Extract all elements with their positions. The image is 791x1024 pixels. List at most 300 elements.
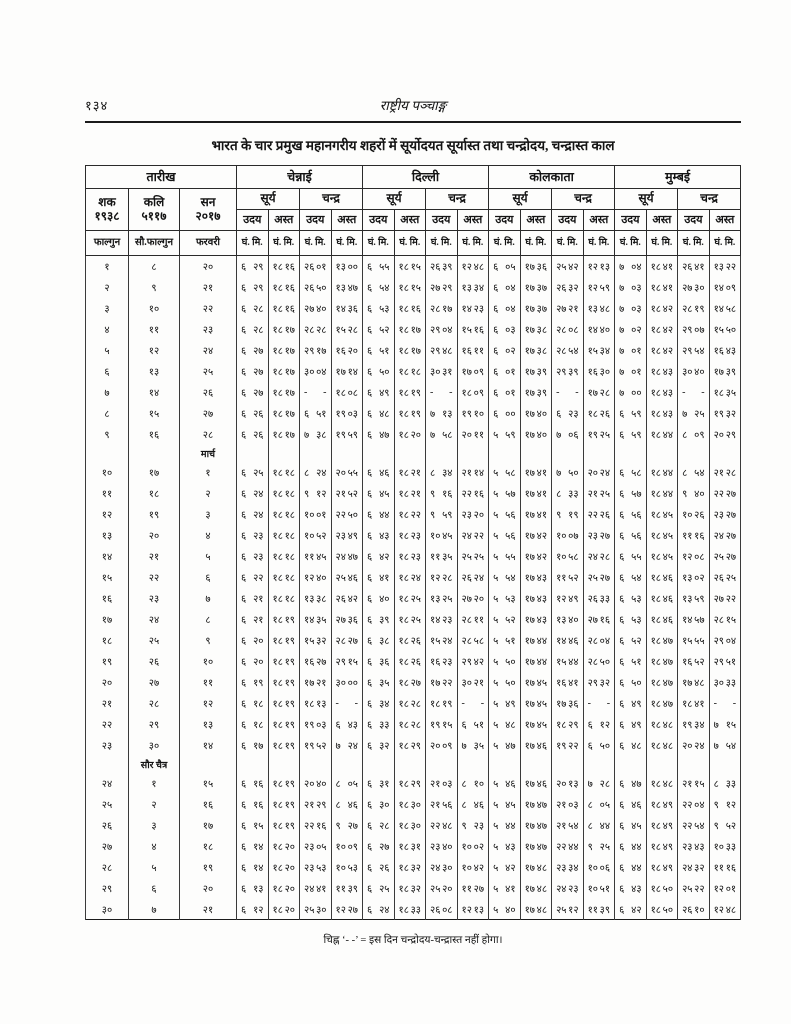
time-cell: २१ २८ xyxy=(709,462,741,483)
time-cell: २६ ३२ xyxy=(552,277,584,298)
time-cell: १६ २७ xyxy=(300,651,332,672)
date-cell: २४ xyxy=(86,773,129,794)
header-moon-group: चन्द्र xyxy=(300,189,363,210)
time-cell: १८ ०९ xyxy=(457,382,489,403)
time-cell: १० ४२ xyxy=(457,857,489,878)
header-rise: उदय xyxy=(237,210,269,231)
time-cell: १७ ४८ xyxy=(520,899,552,920)
time-cell: ६ ४१ xyxy=(363,567,395,588)
time-cell: ३० ०० xyxy=(331,672,363,693)
date-cell: १४ xyxy=(86,546,129,567)
time-cell: १८ ०८ xyxy=(331,382,363,403)
time-cell: ५ ४३ xyxy=(489,836,521,857)
date-cell: २१ xyxy=(86,693,129,714)
time-cell: २१ ५४ xyxy=(552,815,584,836)
time-cell: १९ ३४ xyxy=(678,714,710,735)
time-cell: १८ १७ xyxy=(268,382,300,403)
time-cell: १८ २९ xyxy=(552,714,584,735)
date-cell: १० xyxy=(180,651,237,672)
time-cell: २९ ०४ xyxy=(426,319,458,340)
header-unit: घं. मि. xyxy=(268,231,300,256)
date-cell: ३ xyxy=(86,298,129,319)
header-unit: घं. मि. xyxy=(520,231,552,256)
date-cell: १८ xyxy=(129,483,180,504)
time-cell: १६ ५२ xyxy=(678,651,710,672)
time-cell: ५ ५२ xyxy=(489,609,521,630)
time-cell: ६ २७ xyxy=(237,361,269,382)
empty-cell xyxy=(237,445,269,462)
time-cell: २६ २५ xyxy=(709,567,741,588)
date-cell: १६ xyxy=(129,424,180,445)
date-cell: १७ xyxy=(86,609,129,630)
time-cell: ६ ४६ xyxy=(363,462,395,483)
date-cell: २५ xyxy=(129,630,180,651)
time-cell: ६ ५६ xyxy=(615,504,647,525)
time-cell: १३ ३८ xyxy=(300,588,332,609)
time-cell: १८ ४७ xyxy=(646,630,678,651)
time-cell: १८ १९ xyxy=(268,672,300,693)
time-cell: २२ ५० xyxy=(331,504,363,525)
time-cell: ११ ५२ xyxy=(552,567,584,588)
empty-cell xyxy=(520,445,552,462)
header-city-chennai: चेन्नाई xyxy=(237,166,363,189)
header-month-february: फरवरी xyxy=(180,231,237,256)
time-cell: १८ १७ xyxy=(268,340,300,361)
date-cell: २ xyxy=(180,483,237,504)
time-cell: २० २९ xyxy=(709,424,741,445)
table-row xyxy=(86,836,741,857)
empty-cell xyxy=(552,756,584,773)
time-cell: २६ ५० xyxy=(300,277,332,298)
time-cell: १८ २७ xyxy=(394,672,426,693)
time-cell: २२ १६ xyxy=(300,815,332,836)
empty-cell xyxy=(268,445,300,462)
time-cell: ६ ५९ xyxy=(615,424,647,445)
time-cell: ६ ५३ xyxy=(615,588,647,609)
empty-cell xyxy=(709,756,741,773)
time-cell: १७ ४० xyxy=(520,403,552,424)
time-cell: २४ २८ xyxy=(583,546,615,567)
time-cell: ७ २४ xyxy=(331,735,363,756)
time-cell: ८ ४६ xyxy=(457,794,489,815)
time-cell: १८ ४२ xyxy=(646,340,678,361)
time-cell: १८ ३० xyxy=(394,794,426,815)
time-cell: १४ ३६ xyxy=(331,298,363,319)
time-cell: २३ २० xyxy=(457,504,489,525)
time-cell: १३ २२ xyxy=(709,256,741,277)
empty-cell xyxy=(426,445,458,462)
empty-cell xyxy=(331,445,363,462)
time-cell: १८ ४८ xyxy=(646,714,678,735)
month-label-row xyxy=(86,445,741,462)
time-cell: १९ १५ xyxy=(426,714,458,735)
time-cell: १८ २८ xyxy=(394,693,426,714)
time-cell: ६ ०३ xyxy=(489,319,521,340)
time-cell: १७ ४६ xyxy=(520,773,552,794)
time-cell: ५ ४० xyxy=(489,899,521,920)
time-cell: १२ ०८ xyxy=(678,546,710,567)
time-cell: १८ २० xyxy=(268,878,300,899)
time-cell: १८ ४५ xyxy=(646,546,678,567)
time-cell: ६ ३२ xyxy=(363,735,395,756)
table-row xyxy=(86,382,741,403)
time-cell: २४ ३२ xyxy=(678,857,710,878)
time-cell: १८ १९ xyxy=(268,794,300,815)
page-number: १३४ xyxy=(85,98,109,113)
time-cell: १८ १८ xyxy=(394,361,426,382)
era-year: ५११७ xyxy=(141,208,167,223)
header-unit: घं. मि. xyxy=(646,231,678,256)
date-cell: २९ xyxy=(129,714,180,735)
header-unit: घं. मि. xyxy=(709,231,741,256)
time-cell: १८ २० xyxy=(268,836,300,857)
time-cell: ९ १६ xyxy=(426,483,458,504)
date-cell: ५ xyxy=(129,857,180,878)
time-cell: १४ ५८ xyxy=(709,298,741,319)
header-rise: उदय xyxy=(363,210,395,231)
time-cell: २७ २९ xyxy=(426,277,458,298)
time-cell: २४ ४७ xyxy=(331,546,363,567)
time-cell: ७ ५४ xyxy=(709,735,741,756)
time-cell: १८ २९ xyxy=(394,773,426,794)
time-cell: २० २४ xyxy=(583,462,615,483)
time-cell: ६ ०१ xyxy=(489,382,521,403)
time-cell: २१ २९ xyxy=(300,794,332,815)
header-unit: घं. मि. xyxy=(394,231,426,256)
time-cell: १८ १९ xyxy=(394,403,426,424)
time-cell: १७ ३९ xyxy=(709,361,741,382)
month-label-row xyxy=(86,756,741,773)
time-cell: ११ १६ xyxy=(709,857,741,878)
time-cell: १० ०६ xyxy=(583,857,615,878)
table-row xyxy=(86,693,741,714)
time-cell: १९ १० xyxy=(457,403,489,424)
empty-cell xyxy=(394,756,426,773)
date-cell: २० xyxy=(180,256,237,277)
time-cell: १८ १९ xyxy=(394,382,426,403)
time-cell: १० ५१ xyxy=(583,878,615,899)
time-cell: ३० ३३ xyxy=(709,672,741,693)
time-cell: १९ ०३ xyxy=(331,403,363,424)
table-row xyxy=(86,609,741,630)
time-cell: ६ २९ xyxy=(237,277,269,298)
date-cell: २० xyxy=(129,525,180,546)
time-cell: ६ २० xyxy=(237,651,269,672)
time-cell: ५ ५७ xyxy=(489,483,521,504)
time-cell: १८ १९ xyxy=(268,693,300,714)
date-cell: ९ xyxy=(86,424,129,445)
time-cell: २० ४० xyxy=(300,773,332,794)
date-cell: २२ xyxy=(129,567,180,588)
time-cell: २२ ०४ xyxy=(678,794,710,815)
date-cell: १० xyxy=(86,462,129,483)
date-cell: २८ xyxy=(86,857,129,878)
time-cell: १७ ३८ xyxy=(520,340,552,361)
time-cell: १८ ३० xyxy=(394,815,426,836)
time-cell: ६ ३४ xyxy=(363,693,395,714)
date-cell: २९ xyxy=(86,878,129,899)
date-cell: २५ xyxy=(180,361,237,382)
time-cell: २७ २२ xyxy=(709,588,741,609)
time-cell: ६ ४४ xyxy=(363,504,395,525)
time-cell: १८ १५ xyxy=(394,277,426,298)
time-cell: १८ २८ xyxy=(394,714,426,735)
time-cell: १६ २० xyxy=(331,340,363,361)
date-cell: १३ xyxy=(129,361,180,382)
time-cell: २७ ३० xyxy=(678,277,710,298)
time-cell: ६ ०१ xyxy=(489,361,521,382)
time-cell: ७ २५ xyxy=(678,403,710,424)
running-header xyxy=(85,96,741,116)
time-cell: २५ ४६ xyxy=(331,567,363,588)
era-year: २०१७ xyxy=(195,208,221,223)
time-cell: ६ १८ xyxy=(237,693,269,714)
time-cell: १८ १३ xyxy=(300,693,332,714)
time-cell: २५ ४२ xyxy=(552,256,584,277)
time-cell: १५ ५० xyxy=(709,319,741,340)
time-cell: ६ ३१ xyxy=(363,773,395,794)
table-row xyxy=(86,794,741,815)
time-cell: २२ २७ xyxy=(709,483,741,504)
page-content xyxy=(85,96,741,947)
date-cell: ३ xyxy=(129,815,180,836)
time-cell: ५ ५० xyxy=(489,672,521,693)
header-unit: घं. मि. xyxy=(552,231,584,256)
table-row xyxy=(86,256,741,277)
time-cell: १८ ४९ xyxy=(646,815,678,836)
time-cell: ३० ०४ xyxy=(300,361,332,382)
time-cell: ९ १२ xyxy=(709,794,741,815)
time-cell: १० ०१ xyxy=(300,504,332,525)
time-cell: १८ १६ xyxy=(268,298,300,319)
time-cell: २३ ५३ xyxy=(300,857,332,878)
date-cell: २६ xyxy=(86,815,129,836)
time-cell: २१ १४ xyxy=(457,462,489,483)
time-cell: १८ ४५ xyxy=(646,504,678,525)
time-cell: ८ ०५ xyxy=(331,773,363,794)
time-cell: १४ ०९ xyxy=(709,277,741,298)
date-cell: ६ xyxy=(180,567,237,588)
empty-cell xyxy=(180,756,237,773)
table-row xyxy=(86,525,741,546)
date-cell: २१ xyxy=(129,546,180,567)
time-cell: १८ ४१ xyxy=(646,256,678,277)
table-row xyxy=(86,483,741,504)
date-cell: ८ xyxy=(129,256,180,277)
time-cell: १८ ४४ xyxy=(646,462,678,483)
table-row xyxy=(86,403,741,424)
time-cell: १७ ४४ xyxy=(520,630,552,651)
era-name: कलि xyxy=(143,194,165,209)
time-cell: २८ १५ xyxy=(709,609,741,630)
time-cell: ६ १५ xyxy=(237,815,269,836)
empty-cell xyxy=(331,756,363,773)
table-row xyxy=(86,319,741,340)
time-cell: १७ ३८ xyxy=(520,319,552,340)
time-cell: १८ २५ xyxy=(394,588,426,609)
time-cell: २९ ०७ xyxy=(678,319,710,340)
date-cell: २४ xyxy=(129,609,180,630)
time-cell: ६ २६ xyxy=(237,424,269,445)
time-cell: २९ ३२ xyxy=(583,672,615,693)
header-unit: घं. मि. xyxy=(583,231,615,256)
time-cell: २९ ४२ xyxy=(457,651,489,672)
date-cell: ३० xyxy=(129,735,180,756)
date-cell: ७ xyxy=(86,382,129,403)
time-cell: ६ ४० xyxy=(363,588,395,609)
time-cell: ५ ५१ xyxy=(489,630,521,651)
time-cell: २८ ०४ xyxy=(583,630,615,651)
time-cell: १९ ५२ xyxy=(300,735,332,756)
time-cell: २० ०९ xyxy=(426,735,458,756)
time-cell: १९ ५९ xyxy=(331,424,363,445)
time-cell: ५ ४७ xyxy=(489,735,521,756)
time-cell: १९ २२ xyxy=(552,735,584,756)
time-cell: ६ ५० xyxy=(615,672,647,693)
date-cell: ८ xyxy=(180,609,237,630)
time-cell: ६ १६ xyxy=(237,773,269,794)
time-cell: ६ ५४ xyxy=(363,277,395,298)
time-cell: २३ ३४ xyxy=(552,857,584,878)
time-cell: १७ ४३ xyxy=(520,588,552,609)
time-cell: ६ ५१ xyxy=(300,403,332,424)
time-cell: २६ २४ xyxy=(457,567,489,588)
date-cell: १२ xyxy=(86,504,129,525)
header-unit: घं. मि. xyxy=(678,231,710,256)
time-cell: २८ १९ xyxy=(678,298,710,319)
time-cell: १३ ४७ xyxy=(331,277,363,298)
time-cell: १५ ४४ xyxy=(552,651,584,672)
time-cell: १२ २७ xyxy=(331,899,363,920)
time-cell: १७ ४५ xyxy=(520,714,552,735)
time-cell: २८ ५० xyxy=(583,651,615,672)
time-cell: २३ ०५ xyxy=(300,836,332,857)
time-cell: ६ ५६ xyxy=(615,525,647,546)
time-cell: २१ ५६ xyxy=(426,794,458,815)
time-cell: १८ २६ xyxy=(583,403,615,424)
time-cell: ६ २४ xyxy=(237,504,269,525)
time-cell: २७ १६ xyxy=(583,609,615,630)
empty-cell xyxy=(457,756,489,773)
time-cell: १७ ३६ xyxy=(520,256,552,277)
time-cell: १८ २९ xyxy=(394,735,426,756)
time-cell: ३० २१ xyxy=(457,672,489,693)
time-cell: १८ १८ xyxy=(268,567,300,588)
date-cell: १६ xyxy=(180,794,237,815)
time-cell: ६ ५० xyxy=(583,735,615,756)
time-cell: ६ २५ xyxy=(237,462,269,483)
time-cell: १७ ३९ xyxy=(520,361,552,382)
date-cell: २७ xyxy=(86,836,129,857)
time-cell: ५ ४९ xyxy=(489,693,521,714)
time-cell: ७ ०४ xyxy=(615,256,647,277)
time-cell: ७ ०३ xyxy=(615,277,647,298)
time-cell: १८ १९ xyxy=(268,773,300,794)
date-cell: १ xyxy=(180,462,237,483)
date-cell: २७ xyxy=(180,403,237,424)
time-cell: ९ २७ xyxy=(331,815,363,836)
time-cell: ५ ४४ xyxy=(489,815,521,836)
time-cell: - - xyxy=(426,382,458,403)
date-cell: ११ xyxy=(180,672,237,693)
time-cell: ५ ४१ xyxy=(489,878,521,899)
time-cell: ९ १२ xyxy=(300,483,332,504)
time-cell: २७ ४० xyxy=(300,298,332,319)
time-cell: २२ ४४ xyxy=(552,836,584,857)
time-cell: ६ ५९ xyxy=(615,403,647,424)
panchang-table-body xyxy=(86,256,741,920)
time-cell: १४ २३ xyxy=(426,609,458,630)
date-cell: ७ xyxy=(180,588,237,609)
time-cell: १८ २६ xyxy=(394,651,426,672)
time-cell: ६ ४२ xyxy=(615,899,647,920)
month-label-cell: सौर चैत्र xyxy=(129,756,180,773)
time-cell: २९ ४८ xyxy=(426,340,458,361)
date-cell: ५ xyxy=(180,546,237,567)
time-cell: १८ १९ xyxy=(268,651,300,672)
time-cell: १७ ३६ xyxy=(552,693,584,714)
time-cell: २० २४ xyxy=(678,735,710,756)
header-unit: घं. मि. xyxy=(426,231,458,256)
time-cell: २० ११ xyxy=(457,424,489,445)
time-cell: २८ ५८ xyxy=(457,630,489,651)
time-cell: ७ ३८ xyxy=(300,424,332,445)
table-row xyxy=(86,298,741,319)
time-cell: १८ १८ xyxy=(268,462,300,483)
header-rise: उदय xyxy=(678,210,710,231)
time-cell: - - xyxy=(331,693,363,714)
empty-cell xyxy=(678,445,710,462)
time-cell: ५ ५९ xyxy=(489,424,521,445)
time-cell: - - xyxy=(300,382,332,403)
time-cell: ६ २० xyxy=(237,630,269,651)
time-cell: ६ २५ xyxy=(363,878,395,899)
time-cell: ७ ५८ xyxy=(426,424,458,445)
time-cell: २१ ०३ xyxy=(552,794,584,815)
time-cell: ६ ३० xyxy=(363,794,395,815)
era-name: सन xyxy=(200,194,216,209)
time-cell: १७ १४ xyxy=(331,361,363,382)
time-cell: १० ५२ xyxy=(300,525,332,546)
time-cell: ६ २७ xyxy=(237,382,269,403)
time-cell: १० ०२ xyxy=(457,836,489,857)
time-cell: १८ २० xyxy=(268,899,300,920)
time-cell: ७ ०१ xyxy=(615,340,647,361)
time-cell: १९ २५ xyxy=(583,424,615,445)
header-sun-group: सूर्य xyxy=(615,189,678,210)
time-cell: १२ ४८ xyxy=(709,899,741,920)
time-cell: १३ २५ xyxy=(426,588,458,609)
time-cell: १७ ४३ xyxy=(520,609,552,630)
header-unit: घं. मि. xyxy=(457,231,489,256)
time-cell: १५ २४ xyxy=(426,630,458,651)
time-cell: १८ ४७ xyxy=(646,693,678,714)
date-cell: १ xyxy=(129,773,180,794)
table-row xyxy=(86,714,741,735)
time-cell: ५ ४६ xyxy=(489,773,521,794)
time-cell: ८ ०९ xyxy=(678,424,710,445)
unit-row xyxy=(86,231,741,256)
time-cell: १८ १७ xyxy=(268,361,300,382)
empty-cell xyxy=(300,756,332,773)
empty-cell xyxy=(709,445,741,462)
time-cell: २६ ०१ xyxy=(300,256,332,277)
time-cell: ९ ५२ xyxy=(709,815,741,836)
time-cell: १७ ३९ xyxy=(520,382,552,403)
time-cell: ५ ५५ xyxy=(489,546,521,567)
time-cell: ६ ४४ xyxy=(615,836,647,857)
header-unit: घं. मि. xyxy=(489,231,521,256)
